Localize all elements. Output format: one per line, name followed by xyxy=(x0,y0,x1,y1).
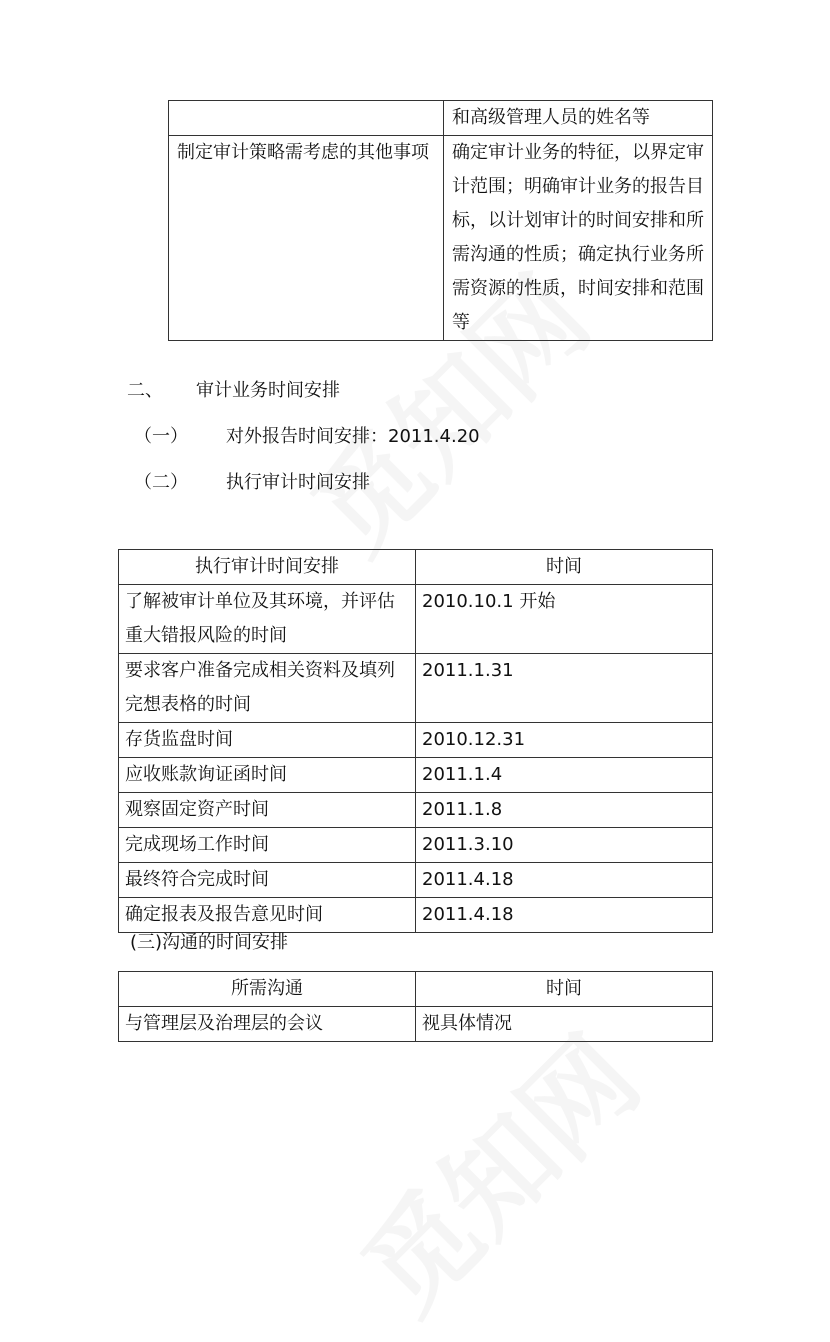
table-cell: 存货监盘时间 xyxy=(119,723,416,758)
subsection-title: 执行审计时间安排 xyxy=(226,472,370,493)
table-cell: 2011.1.8 xyxy=(416,793,713,828)
strategy-table xyxy=(168,100,713,341)
table-row xyxy=(119,585,713,654)
section-number: 二、 xyxy=(127,380,163,401)
table-header-cell: 执行审计时间安排 xyxy=(119,550,416,585)
table-row xyxy=(119,1007,713,1042)
table-cell: 要求客户准备完成相关资料及填列完想表格的时间 xyxy=(119,654,416,723)
table-cell: 确定报表及报告意见时间 xyxy=(119,898,416,933)
audit-schedule-table xyxy=(118,549,713,933)
table-row xyxy=(119,828,713,863)
watermark xyxy=(322,996,667,1341)
table-row xyxy=(169,136,713,341)
table-row xyxy=(119,654,713,723)
section-title: 审计业务时间安排 xyxy=(196,380,340,401)
table-row xyxy=(119,758,713,793)
table-cell: 2011.4.18 xyxy=(416,898,713,933)
table-row xyxy=(119,723,713,758)
subsection-number: （一） xyxy=(134,426,188,447)
subsection-title: 对外报告时间安排：2011.4.20 xyxy=(226,426,480,447)
table-row xyxy=(119,863,713,898)
table-header-cell: 时间 xyxy=(416,550,713,585)
subsection-number: （二） xyxy=(134,472,188,493)
table-cell: 2011.3.10 xyxy=(416,828,713,863)
table-header-cell: 所需沟通 xyxy=(119,972,416,1007)
table-header-row xyxy=(119,550,713,585)
table-cell: 制定审计策略需考虑的其他事项 xyxy=(169,136,444,341)
table-cell: 和高级管理人员的姓名等 xyxy=(444,101,713,136)
subsection-title: (三)沟通的时间安排 xyxy=(130,932,289,953)
table-cell: 了解被审计单位及其环境，并评估重大错报风险的时间 xyxy=(119,585,416,654)
table-cell: 2011.1.4 xyxy=(416,758,713,793)
table-cell: 2010.12.31 xyxy=(416,723,713,758)
table-row xyxy=(169,101,713,136)
table-cell: 观察固定资产时间 xyxy=(119,793,416,828)
table-cell: 2011.1.31 xyxy=(416,654,713,723)
table-cell: 2010.10.1 开始 xyxy=(416,585,713,654)
table-row xyxy=(119,793,713,828)
table-cell xyxy=(169,101,444,136)
table-header-cell: 时间 xyxy=(416,972,713,1007)
table-cell: 完成现场工作时间 xyxy=(119,828,416,863)
table-cell: 最终符合完成时间 xyxy=(119,863,416,898)
table-cell: 与管理层及治理层的会议 xyxy=(119,1007,416,1042)
table-cell: 应收账款询证函时间 xyxy=(119,758,416,793)
table-cell: 视具体情况 xyxy=(416,1007,713,1042)
table-cell: 2011.4.18 xyxy=(416,863,713,898)
communication-table xyxy=(118,971,713,1042)
table-cell: 确定审计业务的特征，以界定审计范围；明确审计业务的报告目标，以计划审计的时间安排和所需沟通的性质；确定执行业务所需资源的性质，时间安排和范围等 xyxy=(444,136,713,341)
table-header-row xyxy=(119,972,713,1007)
